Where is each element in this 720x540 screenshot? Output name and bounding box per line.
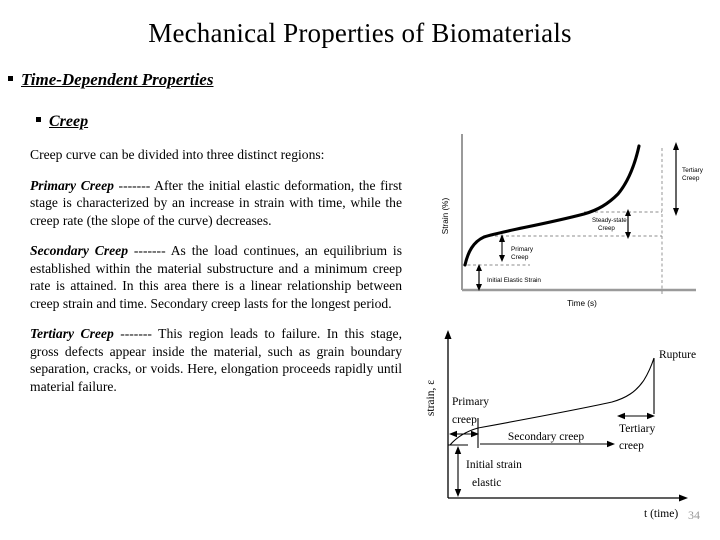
rupture-label: Rupture <box>659 349 697 361</box>
dash-separator: ------- <box>113 326 159 341</box>
slide-number: 34 <box>688 508 700 522</box>
intro-paragraph: Creep curve can be divided into three distinct regions: <box>30 147 325 162</box>
heading-level2-label: Creep <box>49 113 89 130</box>
y-axis-arrow <box>445 330 452 339</box>
y-axis-label-bottom-chart: strain, ε <box>425 379 437 417</box>
creep-curve-chart-top <box>432 130 704 310</box>
dash-separator: ------- <box>113 177 155 193</box>
paragraph-primary-creep-text: After the initial elastic deformation, the first stage is characterized by an increase in strain with time, while the creep rate (the slope of the curve) decreases. <box>30 177 403 228</box>
steady-state-creep-annotation <box>592 209 631 239</box>
x-axis-label-top-chart: Time (s) <box>567 299 597 308</box>
steady-state-creep-label-line2: Creep <box>598 225 615 232</box>
dash-separator: ------- <box>128 243 171 258</box>
initial-elastic-strain-annotation <box>476 264 541 291</box>
secondary-creep-label: Secondary creep <box>507 431 585 443</box>
steady-state-creep-label-line1: Steady-state <box>592 217 627 224</box>
tertiary-creep-label-line1: Tertiary <box>682 167 703 174</box>
initial-strain-annotation <box>448 445 522 497</box>
term-primary-creep: Primary Creep <box>30 177 114 193</box>
square-bullet-icon <box>8 76 13 81</box>
creep-curve-chart-bottom <box>416 322 712 530</box>
tertiary-creep-annotation <box>673 142 704 216</box>
primary-creep-label-line1: Primary <box>452 396 490 408</box>
tertiary-creep-label-line1: Tertiary <box>619 423 656 435</box>
term-tertiary-creep: Tertiary Creep <box>30 326 114 341</box>
primary-creep-label-line2: creep <box>452 414 477 426</box>
initial-strain-label-line1: Initial strain <box>466 459 522 471</box>
tertiary-creep-label-line2: creep <box>619 440 644 452</box>
paragraph-secondary-creep <box>30 242 402 312</box>
body-text-column <box>30 146 402 408</box>
tertiary-creep-annotation <box>617 413 655 452</box>
primary-creep-label-line2: Creep <box>511 254 529 261</box>
initial-strain-label-line2: elastic <box>472 477 502 489</box>
secondary-creep-annotation <box>480 431 615 447</box>
creep-curve-path <box>465 146 639 265</box>
x-axis-arrow <box>679 495 688 502</box>
paragraph-tertiary-creep-text: This region leads to failure. In this stage, gross defects appear inside the material, such as grain boundary separation, cracks, or voids. Here, elongation proceeds rapidly until material failure. <box>30 326 402 394</box>
square-bullet-icon <box>36 117 41 122</box>
paragraph-secondary-creep-text: As the load continues, an equilibrium is established within the material substructure and a minimum creep rate is attained. In this area there is a linear relationship between creep strain and time. Secondary creep lasts for the longest period. <box>30 243 402 311</box>
heading-time-dependent-properties <box>8 70 213 90</box>
paragraph-tertiary-creep <box>30 325 402 395</box>
initial-elastic-strain-label: Initial Elastic Strain <box>487 277 541 284</box>
primary-creep-annotation <box>499 234 534 262</box>
term-secondary-creep: Secondary Creep <box>30 243 129 258</box>
primary-creep-label-line1: Primary <box>511 246 534 253</box>
page-title: Mechanical Properties of Biomaterials <box>148 18 572 48</box>
x-axis-label-bottom-chart: t (time) <box>644 508 679 520</box>
heading-level1-label: Time-Dependent Properties <box>21 70 214 89</box>
heading-creep <box>36 113 88 131</box>
tertiary-creep-label-line2: Creep <box>682 175 700 182</box>
y-axis-label-top-chart: Strain (%) <box>441 197 450 235</box>
paragraph-primary-creep <box>30 177 402 230</box>
